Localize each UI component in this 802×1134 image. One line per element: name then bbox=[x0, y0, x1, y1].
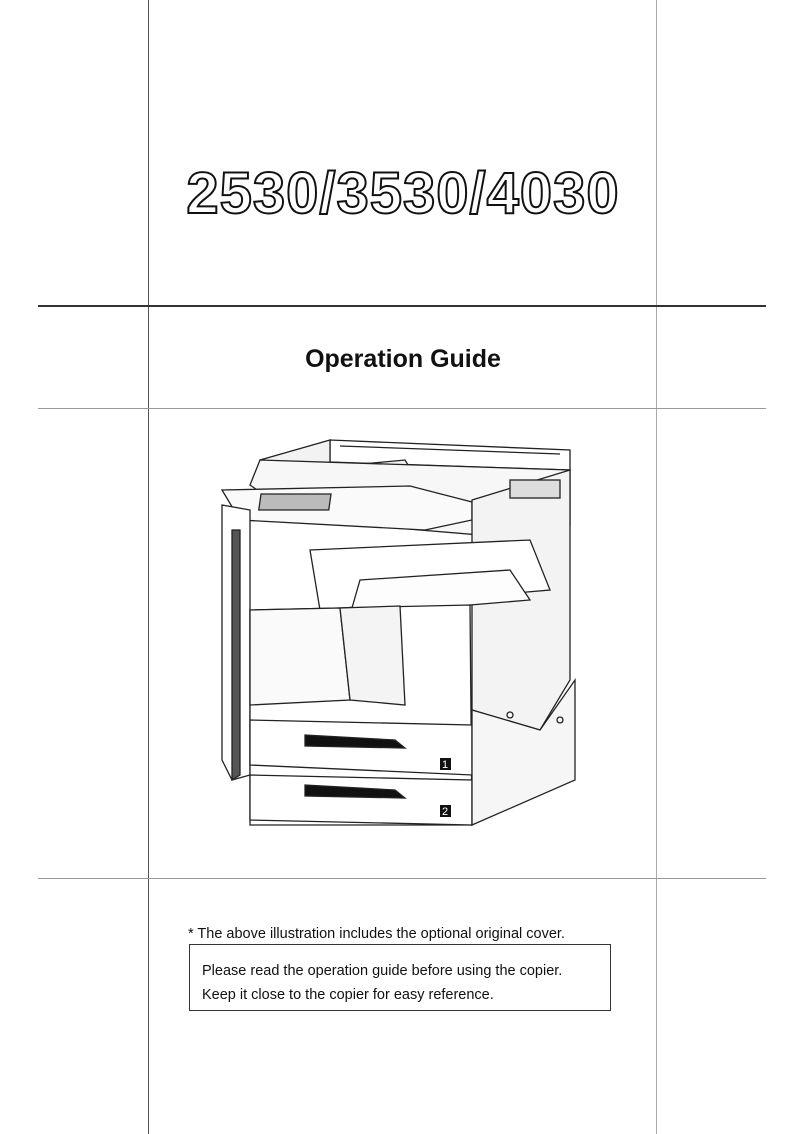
notice-line-2: Keep it close to the copier for easy reference. bbox=[202, 987, 494, 1003]
notice-line-1: Please read the operation guide before using the copier. bbox=[202, 963, 563, 979]
tray-label-1: 1 bbox=[442, 759, 449, 771]
copier-illustration bbox=[210, 430, 590, 845]
guide-title: Operation Guide bbox=[305, 345, 501, 373]
middle-divider bbox=[38, 408, 766, 409]
tray-label-2: 2 bbox=[442, 806, 449, 818]
illustration-note: * The above illustration includes the optional original cover. bbox=[188, 926, 565, 942]
notice-box bbox=[189, 944, 611, 1011]
top-divider bbox=[38, 305, 766, 307]
model-title: 2530/3530/4030 bbox=[186, 161, 620, 226]
lower-divider bbox=[38, 878, 766, 879]
